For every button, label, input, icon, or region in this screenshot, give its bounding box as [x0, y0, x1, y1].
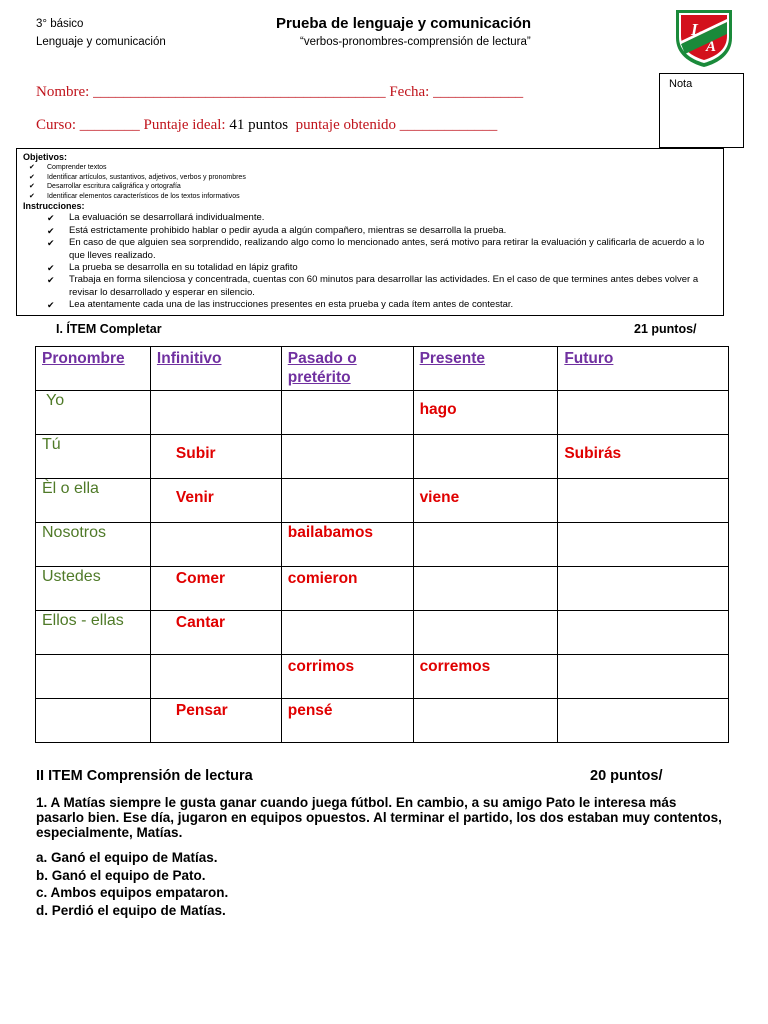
item1-title: I. ÍTEM Completar: [56, 322, 162, 336]
header-presente: Presente: [413, 347, 558, 391]
svg-text:A: A: [706, 39, 717, 55]
answer-cell[interactable]: hago: [413, 391, 558, 435]
header-futuro: Futuro: [558, 347, 729, 391]
answer-cell[interactable]: corrimos: [281, 655, 413, 699]
pronoun-cell[interactable]: [36, 699, 151, 743]
answer-cell[interactable]: [281, 611, 413, 655]
table-row: [36, 567, 729, 611]
table-row: [36, 699, 729, 743]
course-score-line: [36, 117, 497, 134]
table-row: [36, 391, 729, 435]
instruction-item: ✔ En caso de que alguien sea sorprendido, realizando algo como lo mencionado antes, será motivo para retirar la evaluación y calificarla de acuerdo a lo que lleves realizado.: [23, 237, 717, 262]
objectives-heading: Objetivos:: [23, 152, 68, 162]
option-b[interactable]: b. Ganó el equipo de Pato.: [36, 867, 206, 883]
pronoun-cell[interactable]: [36, 655, 151, 699]
instruction-item: ✔ La evaluación se desarrollará individualmente.: [23, 212, 717, 224]
answer-cell[interactable]: [150, 391, 281, 435]
table-row: [36, 611, 729, 655]
objectives-list: [23, 163, 717, 201]
answer-cell[interactable]: [558, 611, 729, 655]
table-row: [36, 523, 729, 567]
answer-cell[interactable]: [558, 391, 729, 435]
answer-cell[interactable]: [281, 479, 413, 523]
score-obtained-label: puntaje obtenido: [295, 117, 396, 133]
item2-title: II ITEM Comprensión de lectura: [36, 768, 253, 784]
answer-cell[interactable]: [150, 523, 281, 567]
subject-name: Lenguaje y comunicación: [36, 36, 166, 48]
answer-cell[interactable]: Subirás: [558, 435, 729, 479]
pronoun-cell: Ellos - ellas: [36, 611, 151, 655]
instruction-item: ✔ La prueba se desarrolla en su totalidad en lápiz grafito: [23, 262, 717, 274]
instruction-item: ✔ Lea atentamente cada una de las instrucciones presentes en esta prueba y cada ítem antes de contestar.: [23, 299, 717, 311]
answer-cell[interactable]: bailabamos: [281, 523, 413, 567]
answer-cell[interactable]: viene: [413, 479, 558, 523]
answer-cell[interactable]: [281, 435, 413, 479]
objective-item: ✔ Identificar elementos característicos de los textos informativos: [23, 192, 717, 202]
table-row: [36, 479, 729, 523]
answer-cell[interactable]: [558, 567, 729, 611]
answer-options: [36, 849, 228, 919]
answer-cell[interactable]: Pensar: [150, 699, 281, 743]
answer-cell[interactable]: Comer: [150, 567, 281, 611]
answer-cell[interactable]: [413, 699, 558, 743]
score-obtained-field[interactable]: _____________: [399, 117, 498, 133]
school-crest-logo: [673, 8, 735, 68]
answer-cell[interactable]: [558, 479, 729, 523]
answer-cell[interactable]: corremos: [413, 655, 558, 699]
objective-item: ✔ Comprender textos: [23, 163, 717, 173]
answer-cell[interactable]: comieron: [281, 567, 413, 611]
name-field[interactable]: _______________________________________: [93, 84, 386, 100]
instructions-list: [23, 212, 717, 311]
table-row: [36, 655, 729, 699]
grade-level: 3° básico: [36, 18, 84, 30]
date-field[interactable]: ____________: [433, 84, 524, 100]
pronoun-cell: Yo: [36, 391, 151, 435]
svg-text:L: L: [691, 20, 702, 39]
pronoun-cell: Nosotros: [36, 523, 151, 567]
grade-box-label: Nota: [669, 78, 693, 90]
answer-cell[interactable]: [558, 655, 729, 699]
header-infinitivo: Infinitivo: [150, 347, 281, 391]
answer-cell[interactable]: [558, 699, 729, 743]
reading-question: 1. A Matías siempre le gusta ganar cuando juega fútbol. En cambio, a su amigo Pato le interesa más pasarlo bien. Ese día, jugaron en equipos opuestos. Al terminar el partido, los dos estaban muy contentos, especialmente, Matías.: [36, 795, 722, 840]
answer-cell[interactable]: Venir: [150, 479, 281, 523]
course-label: Curso:: [36, 117, 77, 133]
date-label: Fecha:: [389, 84, 430, 100]
instruction-item: ✔ Está estrictamente prohibido hablar o pedir ayuda a algún compañero, mientras se desarrolla la prueba.: [23, 225, 717, 237]
test-title: Prueba de lenguaje y comunicación: [276, 15, 532, 32]
test-subtitle: “verbos-pronombres-comprensión de lectura”: [300, 36, 531, 48]
course-field[interactable]: ________: [79, 117, 140, 133]
objectives-instructions-box: [16, 148, 724, 316]
answer-cell[interactable]: [558, 523, 729, 567]
answer-cell[interactable]: pensé: [281, 699, 413, 743]
item2-points: 20 puntos/: [590, 768, 663, 784]
score-ideal-label: Puntaje ideal:: [143, 117, 226, 133]
pronoun-cell: Tú: [36, 435, 151, 479]
instructions-heading: Instrucciones:: [23, 201, 85, 212]
answer-cell[interactable]: [413, 567, 558, 611]
answer-cell[interactable]: Subir: [150, 435, 281, 479]
answer-cell[interactable]: [413, 611, 558, 655]
objective-item: ✔ Desarrollar escritura caligráfica y ortografía: [23, 182, 717, 192]
header-pronombre: Pronombre: [36, 347, 151, 391]
answer-cell[interactable]: [413, 435, 558, 479]
answer-cell[interactable]: Cantar: [150, 611, 281, 655]
header-pasado: Pasado o pretérito: [281, 347, 413, 391]
option-a[interactable]: a. Ganó el equipo de Matías.: [36, 850, 218, 865]
name-label: Nombre:: [36, 84, 90, 100]
answer-cell[interactable]: [281, 391, 413, 435]
instruction-item: ✔ Trabaja en forma silenciosa y concentrada, cuentas con 60 minutos para desarrollar las actividades. En el caso de que termines antes debes volver a revisar lo desarrollado y esperar en silencio.: [23, 274, 717, 299]
score-ideal-value: 41 puntos: [229, 117, 289, 133]
student-info-line: [36, 84, 523, 101]
option-c[interactable]: c. Ambos equipos empataron.: [36, 885, 229, 900]
answer-cell[interactable]: [413, 523, 558, 567]
verb-conjugation-table: [35, 346, 729, 743]
item1-points: 21 puntos/: [634, 322, 697, 336]
grade-box: [659, 73, 744, 148]
option-d[interactable]: d. Perdió el equipo de Matías.: [36, 902, 226, 918]
pronoun-cell: Ustedes: [36, 567, 151, 611]
answer-cell[interactable]: [150, 655, 281, 699]
pronoun-cell: Èl o ella: [36, 479, 151, 523]
objective-item: ✔ Identificar artículos, sustantivos, adjetivos, verbos y pronombres: [23, 173, 717, 183]
table-row: [36, 435, 729, 479]
